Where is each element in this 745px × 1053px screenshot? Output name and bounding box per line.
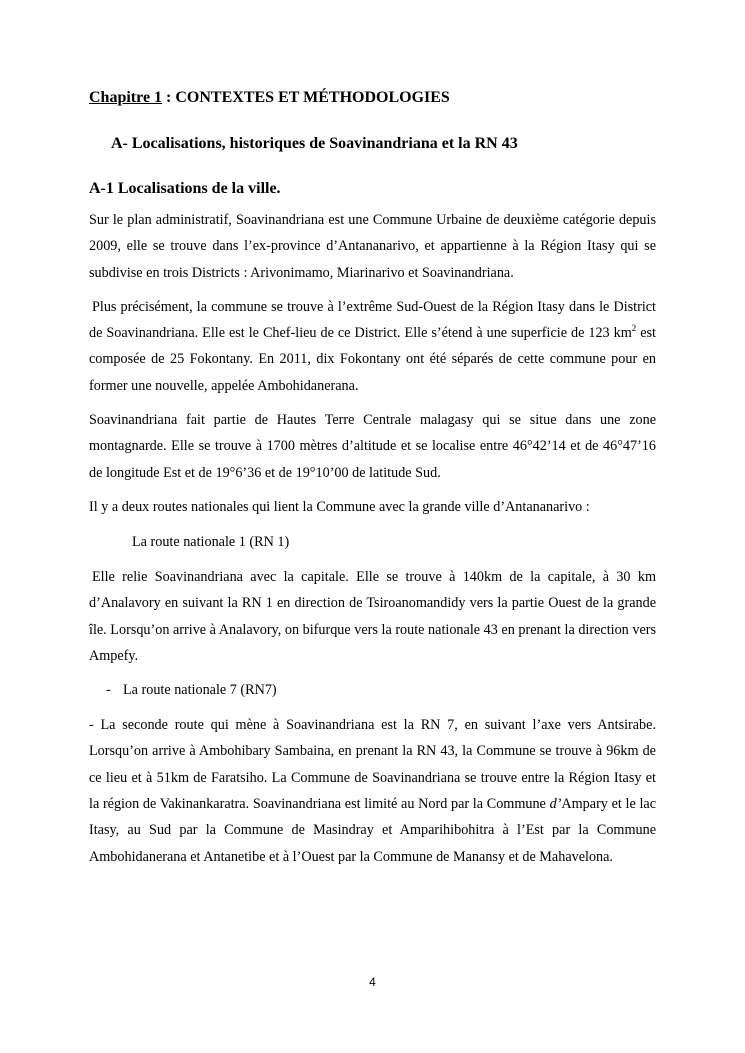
chapter-label: Chapitre 1 [89,89,163,106]
paragraph-administrative: Sur le plan administratif, Soavinandriana est une Commune Urbaine de deuxième catégorie depuis 2009, elle se trouve dans l’ex-province d’Antananarivo, et appartienne à la Région Itasy qui se subdivise en trois Districts : Arivonimamo, Miarinarivo et Soavinandriana. [89,212,656,281]
paragraph-routes-intro: Il y a deux routes nationales qui lient la Commune avec la grande ville d’Antananarivo : [89,498,590,515]
section-a1-heading: A-1 Localisations de la ville. [89,180,281,197]
route-2-heading-text: La route nationale 7 (RN7) [123,682,277,699]
page-content [89,88,656,878]
paragraph-route-2-text-1: - La seconde route qui mène à Soavinandriana est la RN 7, en suivant l’axe vers Antsirabe. Lorsqu’on arrive à Ambohibary Sambaina, en prenant la RN 43, la Commune se trouve à 96km de ce lieu et à 51km de Faratsiho. La Commune de Soavinandriana se trouve entre la Région Itasy et la région de Vakinankaratra. Soavinandriana est limité au Nord par la Commune [89,717,656,813]
route-1-heading: La route nationale 1 (RN 1) [132,533,290,550]
paragraph-route-2 [89,712,656,870]
chapter-heading [89,88,656,108]
chapter-title: : CONTEXTES ET MÉTHODOLOGIES [162,89,450,106]
paragraph-route-2-italic: d’ [549,796,562,813]
superscript-2: 2 [631,323,637,334]
paragraph-altitude: Soavinandriana fait partie de Hautes Terre Centrale malagasy qui se situe dans une zone montagnarde. Elle se trouve à 1700 mètres d’altitude et se localise entre 46°42’14 et de 46°47’16 de longitude Est et de 19°6’36 et de 19°10’00 de latitude Sud. [89,412,656,481]
paragraph-location-text-1: Plus précisément, la commune se trouve à l’extrême Sud-Ouest de la Région Itasy dans le District de Soavinandriana. Elle est le Chef-lieu de ce District. Elle s’étend à une superficie de 123 km [89,298,656,342]
paragraph-route-1: Elle relie Soavinandriana avec la capitale. Elle se trouve à 140km de la capitale, à 30 km d’Analavory en suivant la RN 1 en direction de Tsiroanomandidy vers la partie Ouest de la grande île. Lorsqu’on arrive à Analavory, on bifurque vers la route nationale 43 en prenant la direction vers Ampefy. [89,568,656,664]
paragraph-route-2-text-2: Ampary et le lac Itasy, au Sud par la Commune de Masindray et Amparihibohitra à l’Est par la Commune Ambohidanerana et Antanetibe et à l’Ouest par la Commune de Manansy et de Mahavelona. [89,796,656,865]
paragraph-location-text-2: est composée de 25 Fokontany. En 2011, dix Fokontany ont été séparés de cette commune pour en former une nouvelle, appelée Ambohidanerana. [89,325,656,394]
list-dash: - [106,682,111,699]
page-number: 4 [369,975,376,989]
section-a-heading: A- Localisations, historiques de Soavinandriana et la RN 43 [111,135,518,152]
route-2-heading [106,677,656,703]
paragraph-location [89,294,656,399]
